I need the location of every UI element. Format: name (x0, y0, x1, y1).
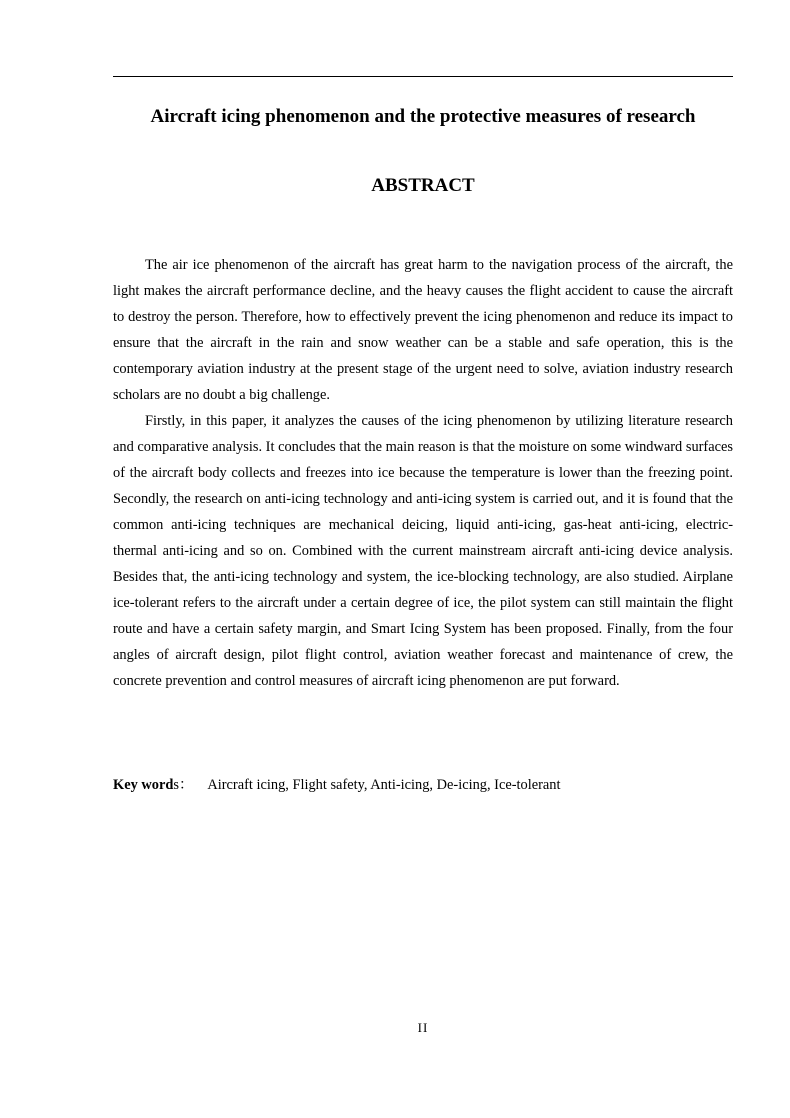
abstract-body (113, 252, 733, 694)
keywords-label: Key word (113, 777, 174, 793)
keywords-line (113, 772, 733, 798)
header-rule (113, 76, 733, 77)
document-title: Aircraft icing phenomenon and the protective measures of research (150, 106, 696, 127)
keywords-values: Aircraft icing, Flight safety, Anti-icing, De-icing, Ice-tolerant (207, 777, 561, 793)
abstract-paragraph-1: The air ice phenomenon of the aircraft has great harm to the navigation process of the aircraft, the light makes the aircraft performance decline, and the heavy causes the flight accident to cause the aircraft to destroy the person. Therefore, how to effectively prevent the icing phenomenon and reduce its impact to ensure that the aircraft in the rain and snow weather can be a stable and safe operation, this is the contemporary aviation industry at the present stage of the urgent need to solve, aviation industry research scholars are no doubt a big challenge. (113, 257, 733, 403)
keywords-label-suffix: s： (173, 777, 194, 793)
abstract-paragraph-2: Firstly, in this paper, it analyzes the causes of the icing phenomenon by utilizing literature research and comparative analysis. It concludes that the main reason is that the moisture on some windward surfaces of the aircraft body collects and freezes into ice because the temperature is lower than the freezing point. Secondly, the research on anti-icing technology and anti-icing system is carried out, and it is found that the common anti-icing techniques are mechanical deicing, liquid anti-icing, gas-heat anti-icing, electric-thermal anti-icing and so on. Combined with the current mainstream aircraft anti-icing device analysis. Besides that, the anti-icing technology and system, the ice-blocking technology, are also studied. Airplane ice-tolerant refers to the aircraft under a certain degree of ice, the pilot system can still maintain the flight route and have a certain safety margin, and Smart Icing System has been proposed. Finally, from the four angles of aircraft design, pilot flight control, aviation weather forecast and maintenance of crew, the concrete prevention and control measures of aircraft icing phenomenon are put forward. (113, 413, 733, 689)
page-number: II (417, 1020, 429, 1035)
abstract-heading: ABSTRACT (371, 175, 475, 196)
